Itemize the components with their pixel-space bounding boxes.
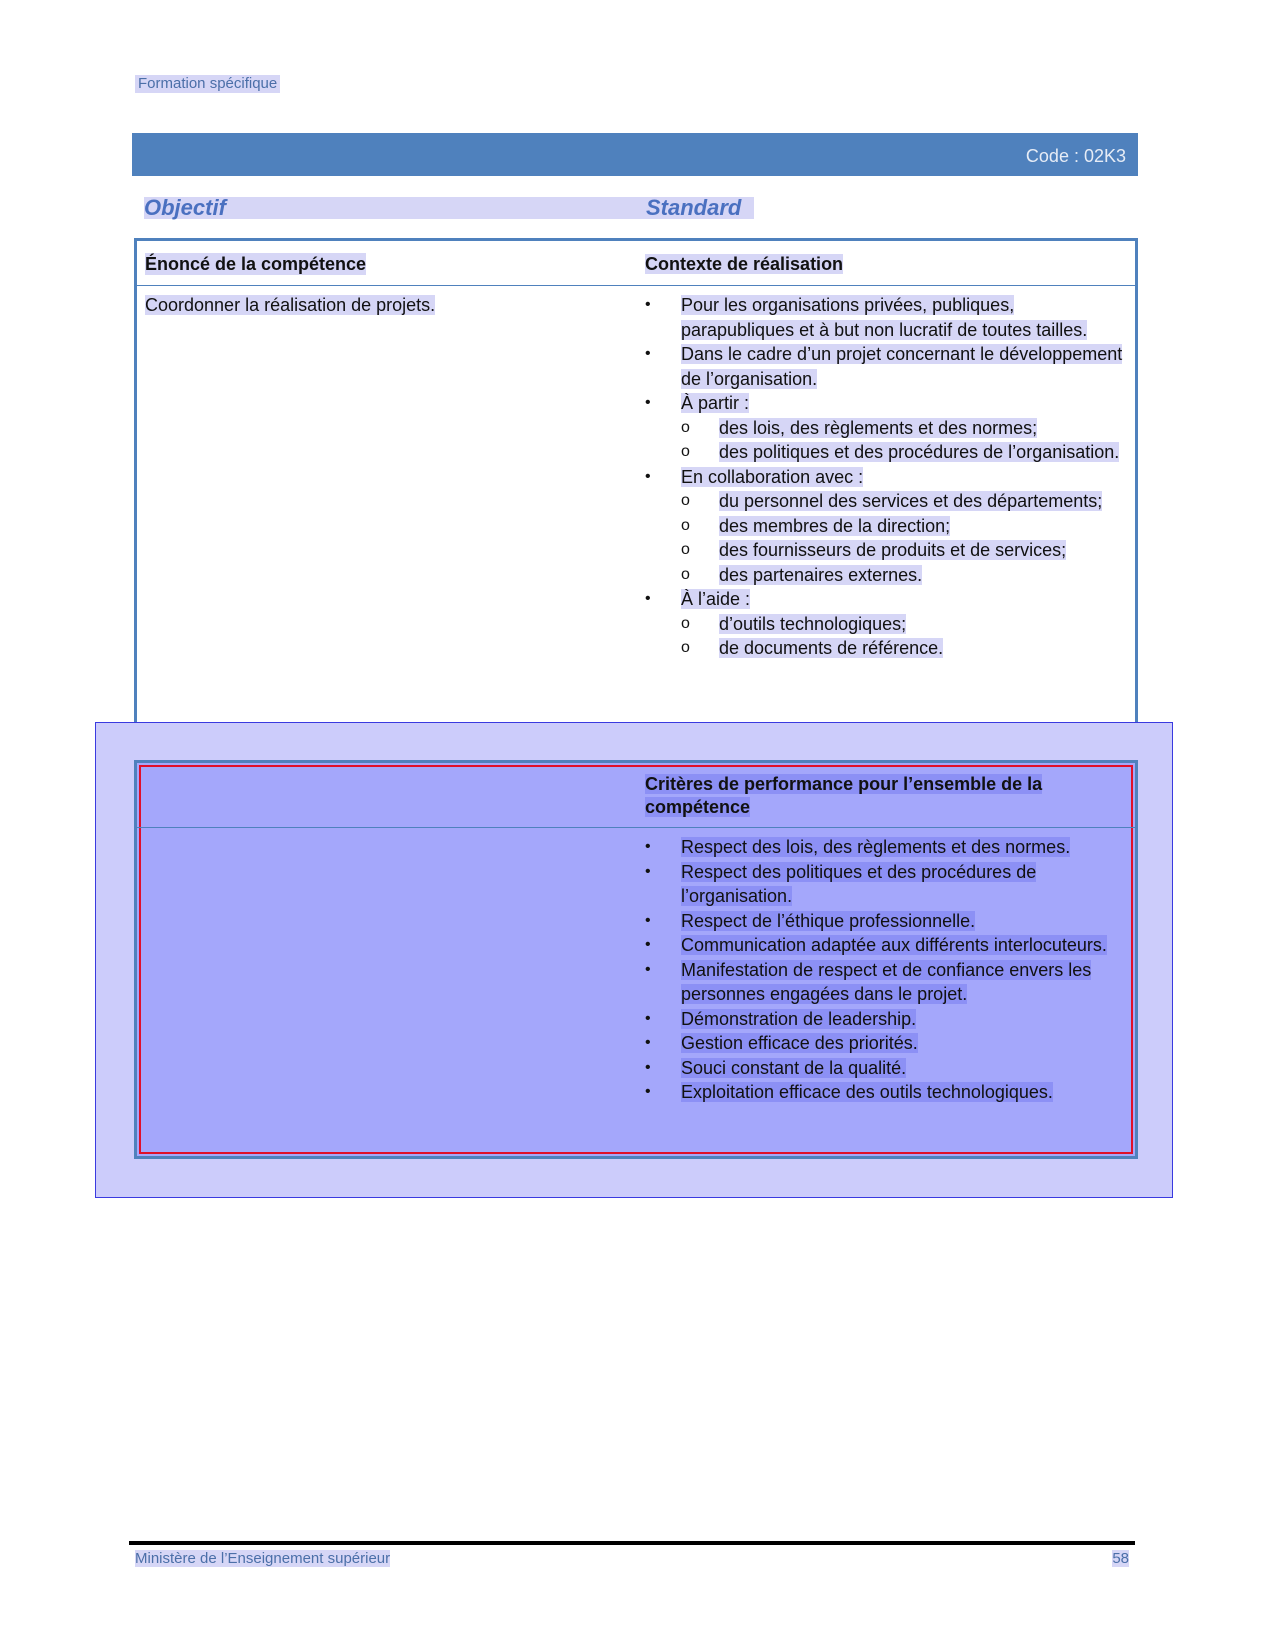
context-item [645, 465, 1125, 588]
criteria-box [134, 760, 1138, 1159]
heading-contexte [645, 253, 1125, 275]
heading-contexte-text: Contexte de réalisation [645, 254, 844, 274]
context-subitem-text: du personnel des services et des départements; [719, 491, 1103, 511]
section-objectif: Objectif [144, 195, 226, 220]
context-sublist [681, 612, 1125, 661]
code-banner [132, 133, 1138, 176]
context-subitem [681, 636, 1125, 661]
competence-statement [145, 293, 625, 318]
criteria-item [645, 1007, 1125, 1032]
context-subitem [681, 514, 1125, 539]
criteria-item-text: Démonstration de leadership. [681, 1008, 917, 1029]
heading-enonce: Énoncé de la compétence [145, 254, 367, 274]
running-title: Formation spécifique [135, 75, 280, 93]
context-subitem-text: d’outils technologiques; [719, 613, 907, 634]
context-list [645, 293, 1125, 661]
footer-rule [129, 1541, 1135, 1545]
criteria-item [645, 1031, 1125, 1056]
context-subitem [681, 538, 1125, 563]
criteria-item-text: Exploitation efficace des outils technologiques. [681, 1082, 1053, 1102]
competency-code: Code : 02K3 [1025, 146, 1126, 166]
criteria-heading [645, 773, 1045, 819]
context-item-text: À l’aide : [681, 589, 751, 609]
context-item [645, 293, 1125, 342]
criteria-item-text: Respect des lois, des règlements et des normes. [681, 837, 1071, 857]
context-item [645, 587, 1125, 661]
context-subitem [681, 612, 1125, 637]
context-subitem-text: des fournisseurs de produits et de services; [719, 540, 1067, 560]
context-item-text: À partir : [681, 393, 750, 413]
criteria-item [645, 835, 1125, 860]
criteria-item [645, 933, 1125, 958]
criteria-list [645, 835, 1125, 1105]
criteria-list-container [645, 835, 1125, 1105]
context-box [134, 238, 1138, 749]
criteria-item-text: Respect de l’éthique professionnelle. [681, 910, 976, 931]
context-sublist [681, 489, 1125, 587]
context-subitem [681, 440, 1125, 465]
context-subitem [681, 416, 1125, 441]
footer-page-number: 58 [1112, 1550, 1129, 1567]
context-item [645, 391, 1125, 465]
criteria-item-text: Gestion efficace des priorités. [681, 1033, 918, 1053]
criteria-item-text: Souci constant de la qualité. [681, 1057, 907, 1078]
criteria-item [645, 909, 1125, 934]
context-subitem-text: des lois, des règlements et des normes; [719, 417, 1038, 438]
criteria-box-header [137, 763, 1135, 828]
competence-statement-text: Coordonner la réalisation de projets. [145, 295, 436, 315]
criteria-item [645, 1056, 1125, 1081]
context-subitem [681, 489, 1125, 514]
context-subitem-text: des partenaires externes. [719, 564, 923, 585]
context-subitem-text: des politiques et des procédures de l’organisation. [719, 442, 1120, 462]
context-subitem [681, 563, 1125, 588]
context-item-text: Pour les organisations privées, publiques, parapubliques et à but non lucratif de toutes tailles. [681, 295, 1088, 340]
context-subitem-text: des membres de la direction; [719, 515, 951, 536]
criteria-item [645, 860, 1125, 909]
context-item-text: En collaboration avec : [681, 466, 864, 487]
context-item-text: Dans le cadre d’un projet concernant le développement de l’organisation. [681, 344, 1123, 389]
criteria-item-text: Respect des politiques et des procédures de l’organisation. [681, 861, 1037, 906]
context-list-container [645, 293, 1125, 661]
criteria-heading-text: Critères de performance pour l’ensemble de la compétence [645, 774, 1043, 817]
footer-ministry: Ministère de l’Enseignement supérieur [135, 1550, 391, 1567]
context-item [645, 342, 1125, 391]
context-box-header [137, 241, 1135, 286]
context-sublist [681, 416, 1125, 465]
criteria-item-text: Communication adaptée aux différents interlocuteurs. [681, 935, 1107, 955]
section-labels-row [144, 197, 754, 219]
criteria-item [645, 1080, 1125, 1105]
section-standard: Standard [646, 195, 742, 220]
criteria-item-text: Manifestation de respect et de confiance envers les personnes engagées dans le projet. [681, 959, 1092, 1004]
context-subitem-text: de documents de référence. [719, 638, 944, 658]
criteria-item [645, 958, 1125, 1007]
